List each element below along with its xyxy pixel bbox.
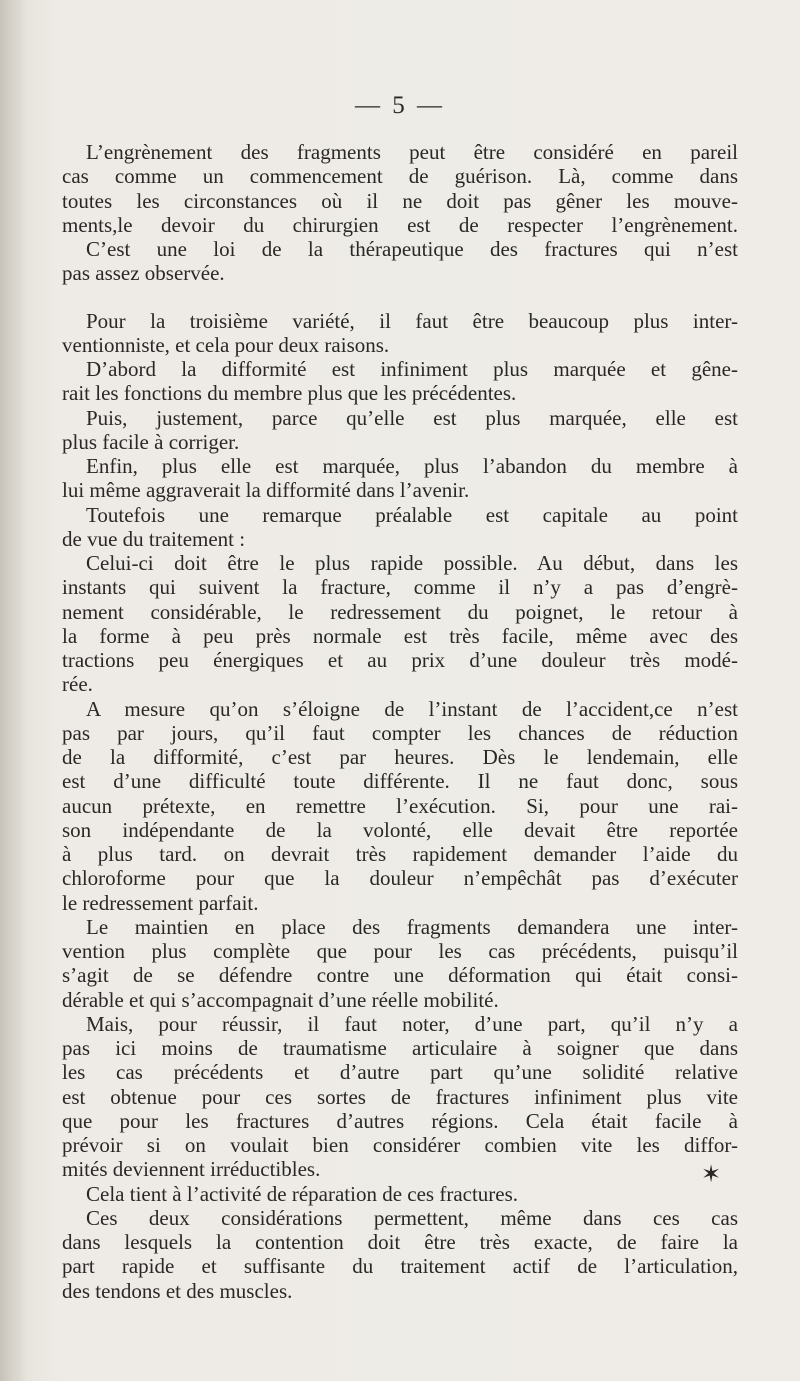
text-line: C’est une loi de la thérapeutique des fractures qui n’est: [86, 237, 738, 261]
text-line: instants qui suivent la fracture, comme il n’y a pas d’engrè-: [62, 575, 738, 600]
text-line: dérable et qui s’accompagnait d’une réelle mobilité.: [62, 987, 499, 1012]
text-line: ments,le devoir du chirurgien est de respecter l’engrènement.: [62, 212, 738, 237]
text-line: pas ici moins de traumatisme articulaire à soigner que dans: [62, 1036, 738, 1060]
paragraph-gap: [62, 286, 738, 309]
text-line: lui même aggraverait la difformité dans l’avenir.: [62, 478, 470, 503]
text-line: de la difformité, c’est par heures. Dès le lendemain, elle: [62, 745, 738, 769]
text-line: rée.: [62, 672, 93, 697]
text-line: toutes les circonstances où il ne doit pas gêner les mouve-: [62, 188, 738, 213]
text-line: cas comme un commencement de guérison. Là, comme dans: [62, 164, 738, 189]
text-line: dans lesquels la contention doit être très exacte, de faire la: [62, 1230, 738, 1254]
text-line: Mais, pour réussir, il faut noter, d’une part, qu’il n’y a: [86, 1011, 738, 1036]
text-line: les cas précédents et d’autre part qu’une solidité relative: [62, 1060, 738, 1085]
text-line: son indépendante de la volonté, elle devait être reportée: [62, 817, 738, 842]
text-line: Toutefois une remarque préalable est capitale au point: [86, 502, 738, 527]
text-line: la forme à peu près normale est très facile, même avec des: [62, 623, 738, 648]
text-line: que pour les fractures d’autres régions. Cela était facile à: [62, 1108, 738, 1133]
text-line: pas par jours, qu’il faut compter les chances de réduction: [62, 720, 738, 745]
text-line: mités deviennent irréductibles.: [62, 1157, 321, 1182]
text-line: pas assez observée.: [62, 261, 225, 286]
text-line: Le maintien en place des fragments demandera une inter-: [86, 914, 738, 939]
text-line: s’agit de se défendre contre une déformation qui était consi-: [62, 963, 738, 988]
page-number: — 5 —: [355, 92, 445, 119]
text-line: chloroforme pour que la douleur n’empêchât pas d’exécuter: [62, 866, 738, 891]
text-line: D’abord la difformité est infiniment plus marquée et gêne-: [86, 357, 738, 381]
body-text: [62, 140, 738, 1303]
text-line: L’engrènement des fragments peut être considéré en pareil: [86, 140, 738, 164]
text-line: nement considérable, le redressement du poignet, le retour à: [62, 599, 738, 624]
text-line: à plus tard. on devrait très rapidement demander l’aide du: [62, 842, 738, 866]
paragraph-engrenement: [62, 140, 738, 286]
text-line: Ces deux considérations permettent, même dans ces cas: [86, 1205, 738, 1230]
text-line: des tendons et des muscles.: [62, 1278, 293, 1303]
text-line: A mesure qu’on s’éloigne de l’instant de l’accident,ce n’est: [86, 696, 738, 721]
text-line: ventionniste, et cela pour deux raisons.: [62, 332, 390, 357]
text-line: Pour la troisième variété, il faut être beaucoup plus inter-: [86, 308, 738, 333]
page-binding-shadow: [0, 0, 26, 1381]
text-line: prévoir si on voulait bien considérer combien vite les diffor-: [62, 1133, 738, 1157]
text-line: est d’une difficulté toute différente. Il ne faut donc, sous: [62, 769, 738, 794]
text-line: tractions peu énergiques et au prix d’une douleur très modé-: [62, 648, 738, 672]
text-line: Enfin, plus elle est marquée, plus l’abandon du membre à: [86, 454, 738, 478]
text-line: de vue du traitement :: [62, 526, 246, 551]
text-line: vention plus complète que pour les cas précédents, puisqu’il: [62, 939, 738, 963]
text-line: part rapide et suffisante du traitement actif de l’articulation,: [62, 1254, 738, 1279]
text-line: rait les fonctions du membre plus que les précédentes.: [62, 381, 517, 406]
text-line: Cela tient à l’activité de réparation de ces fractures.: [86, 1181, 519, 1206]
text-line: est obtenue pour ces sortes de fractures infiniment plus vite: [62, 1084, 738, 1109]
text-line: Celui-ci doit être le plus rapide possible. Au début, dans les: [86, 551, 738, 575]
paragraph-troisieme-variete: [62, 309, 738, 1303]
text-line: plus facile à corriger.: [62, 429, 240, 454]
text-line: Puis, justement, parce qu’elle est plus marquée, elle est: [86, 405, 738, 430]
end-ornament: ✶: [701, 1162, 722, 1188]
text-line: le redressement parfait.: [62, 890, 259, 915]
text-line: aucun prétexte, en remettre l’exécution. Si, pour une rai-: [62, 793, 738, 818]
